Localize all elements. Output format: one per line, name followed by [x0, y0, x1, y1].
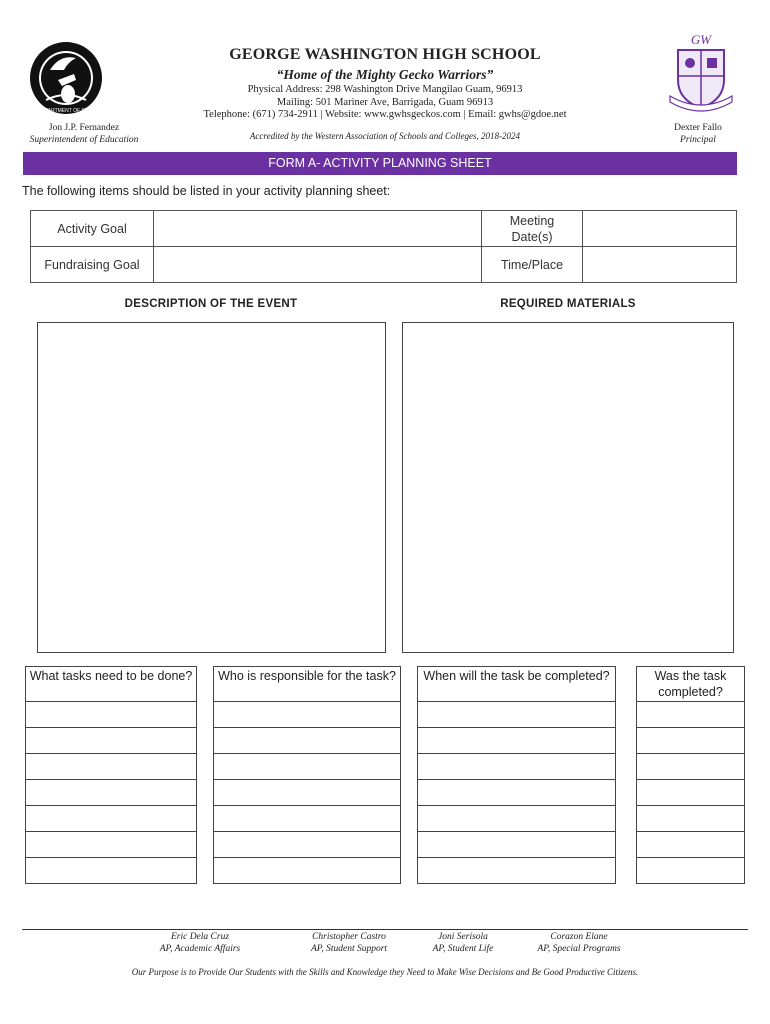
when-cell[interactable]	[417, 857, 616, 884]
meeting-dates-label: Meeting Date(s)	[482, 211, 583, 247]
when-column	[417, 666, 616, 884]
tasks-header: What tasks need to be done?	[25, 666, 197, 702]
when-cell[interactable]	[417, 753, 616, 780]
description-title: DESCRIPTION OF THE EVENT	[124, 298, 298, 310]
footer-divider	[22, 929, 748, 930]
completed-column	[636, 666, 745, 884]
staff-role: AP, Student Life	[432, 944, 494, 954]
fundraising-goal-field[interactable]	[154, 247, 482, 283]
fundraising-goal-label: Fundraising Goal	[31, 247, 154, 283]
materials-title: REQUIRED MATERIALS	[500, 298, 636, 310]
seal-text: GUAM DEPARTMENT OF EDUCATION	[21, 108, 111, 114]
responsible-cell[interactable]	[213, 779, 401, 806]
completed-cell[interactable]	[636, 779, 745, 806]
completed-cell[interactable]	[636, 753, 745, 780]
staff-student-support	[284, 931, 414, 955]
responsible-cell[interactable]	[213, 727, 401, 754]
staff-name: Eric Dela Cruz	[170, 932, 230, 942]
staff-name: Christopher Castro	[312, 932, 386, 942]
responsible-cell[interactable]	[213, 701, 401, 728]
tasks-cell[interactable]	[25, 701, 197, 728]
time-place-label: Time/Place	[482, 247, 583, 283]
tasks-column	[25, 666, 197, 884]
materials-field[interactable]	[402, 322, 734, 653]
when-cell[interactable]	[417, 727, 616, 754]
when-cell[interactable]	[417, 831, 616, 858]
purpose-statement: Our Purpose is to Provide Our Students with the Skills and Knowledge they Need to Make Wise Decisions and Be Good Productive Citizens.	[131, 967, 639, 977]
when-header: When will the task be completed?	[417, 666, 616, 702]
time-place-field[interactable]	[583, 247, 737, 283]
school-address	[150, 84, 620, 122]
staff-role: AP, Academic Affairs	[159, 944, 241, 954]
staff-role: AP, Special Programs	[537, 944, 621, 954]
responsible-cell[interactable]	[213, 831, 401, 858]
staff-special-programs	[514, 931, 644, 955]
tasks-cell[interactable]	[25, 831, 197, 858]
principal-block	[640, 122, 756, 146]
responsible-cell[interactable]	[213, 857, 401, 884]
contact-info: Telephone: (671) 734-2911 | Website: www.gwhsgeckos.com | Email: gwhs@gdoe.net	[203, 109, 567, 120]
completed-cell[interactable]	[636, 831, 745, 858]
school-motto: “Home of the Mighty Gecko Warriors”	[276, 67, 494, 82]
goals-table	[30, 210, 737, 283]
meeting-dates-field[interactable]	[583, 211, 737, 247]
completed-cell[interactable]	[636, 701, 745, 728]
accreditation-note: Accredited by the Western Association of Schools and Colleges, 2018-2024	[249, 131, 521, 141]
responsible-column	[213, 666, 401, 884]
tasks-cell[interactable]	[25, 857, 197, 884]
when-cell[interactable]	[417, 779, 616, 806]
superintendent-title: Superintendent of Education	[29, 135, 139, 145]
mailing-address: Mailing: 501 Mariner Ave, Barrigada, Guam 96913	[276, 96, 494, 108]
staff-name: Joni Serisola	[438, 932, 488, 942]
staff-student-life	[403, 931, 523, 955]
responsible-cell[interactable]	[213, 753, 401, 780]
completed-cell[interactable]	[636, 727, 745, 754]
activity-goal-field[interactable]	[154, 211, 482, 247]
tasks-cell[interactable]	[25, 779, 197, 806]
crest-text: GW	[690, 32, 712, 47]
gw-school-crest-icon	[666, 30, 736, 116]
superintendent-name: Jon J.P. Fernandez	[48, 123, 120, 133]
tasks-cell[interactable]	[25, 727, 197, 754]
principal-title: Principal	[680, 135, 716, 145]
superintendent-block	[14, 122, 154, 146]
completed-header: Was the task completed?	[636, 666, 745, 702]
activity-goal-label: Activity Goal	[31, 211, 154, 247]
when-cell[interactable]	[417, 805, 616, 832]
description-field[interactable]	[37, 322, 386, 653]
form-title: FORM A- ACTIVITY PLANNING SHEET	[23, 152, 737, 175]
completed-cell[interactable]	[636, 857, 745, 884]
when-cell[interactable]	[417, 701, 616, 728]
staff-academic-affairs	[135, 931, 265, 955]
staff-name: Corazon Elane	[550, 932, 608, 942]
responsible-cell[interactable]	[213, 805, 401, 832]
responsible-header: Who is responsible for the task?	[213, 666, 401, 702]
principal-name: Dexter Fallo	[674, 123, 722, 133]
tasks-cell[interactable]	[25, 805, 197, 832]
staff-role: AP, Student Support	[310, 944, 388, 954]
tasks-cell[interactable]	[25, 753, 197, 780]
intro-text: The following items should be listed in your activity planning sheet:	[22, 184, 391, 198]
completed-cell[interactable]	[636, 805, 745, 832]
school-name: GEORGE WASHINGTON HIGH SCHOOL	[229, 46, 541, 63]
department-of-education-seal-icon	[21, 40, 111, 116]
physical-address: Physical Address: 298 Washington Drive Mangilao Guam, 96913	[247, 84, 523, 95]
